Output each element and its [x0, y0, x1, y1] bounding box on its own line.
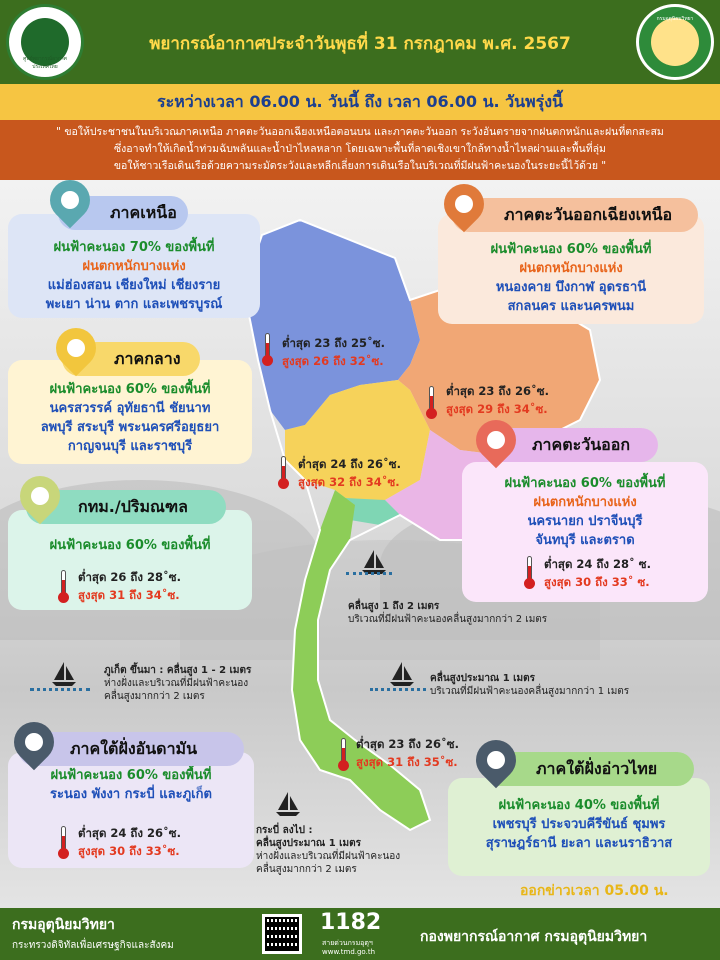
east-label: ภาคตะวันออก — [480, 428, 658, 462]
warning-line: " ขอให้ประชาชนในบริเวณภาคเหนือ ภาคตะวันออกเฉียงเหนือตอนบน และภาคตะวันออก ระวังอันตรายจากฝนตกหนักและฝนที่ตกสะสม — [56, 126, 664, 138]
north-line: ฝนฟ้าคะนอง 70% ของพื้นที่ — [53, 240, 215, 255]
footer-bar — [0, 908, 720, 960]
northeast-thermometer-icon — [426, 386, 436, 418]
south-andaman-line: ระนอง พังงา กระบี่ และภูเก็ต — [50, 787, 212, 802]
warning-line: ซึ่งอาจทำให้เกิดน้ำท่วมฉับพลันและน้ำป่าไหลหลาก โดยเฉพาะพื้นที่ลาดเชิงเขาใกล้ทางน้ำไหลผ่านและพื้นที่ลุ่ม — [114, 143, 606, 155]
hotline-caption: สายด่วนกรมอุตุฯ — [322, 939, 373, 947]
footer-bureau: กองพยากรณ์อากาศ กรมอุตุนิยมวิทยา — [420, 929, 648, 945]
northeast-line: ฝนตกหนักบางแห่ง — [519, 261, 623, 276]
north-line: แม่ฮ่องสอน เชียงใหม่ เชียงราย — [47, 278, 221, 293]
east-line: ฝนฟ้าคะนอง 60% ของพื้นที่ — [504, 476, 666, 491]
north-line: พะเยา น่าน ตาก และเพชรบูรณ์ — [45, 297, 223, 312]
wave-icon — [370, 688, 426, 696]
north-thermometer-icon — [262, 333, 272, 365]
south-andaman-thermometer-icon — [58, 826, 68, 858]
wave-andaman-lower: กระบี่ ลงไป : คลื่นสูงประมาณ 1 เมตร ห่างฝั่งและบริเวณที่มีฝนฟ้าคะนอง คลื่นสูงมากกว่า 2 เมตร — [256, 825, 401, 875]
sailboat-icon — [270, 790, 306, 820]
page-title: พยากรณ์อากาศประจำวันพุธที่ 31 กรกฎาคม พ.ศ. 2567 — [149, 34, 571, 54]
issued-time: ออกข่าวเวลา 05.00 น. — [520, 883, 669, 899]
forecast-period: ระหว่างเวลา 06.00 น. วันนี้ ถึง เวลา 06.00 น. วันพรุ่งนี้ — [0, 84, 720, 120]
east-thermometer-icon — [524, 556, 534, 588]
northeast-line: สกลนคร และนครพนม — [507, 299, 635, 314]
central-line: นครสวรรค์ อุทัยธานี ชัยนาท — [49, 401, 211, 416]
central-thermometer-icon — [278, 456, 288, 488]
tmd-department-logo: กรมอุตุนิยมวิทยา — [636, 4, 714, 80]
wave-icon — [30, 688, 90, 696]
north-line: ฝนตกหนักบางแห่ง — [82, 259, 186, 274]
south-gulf-line: สุราษฎร์ธานี ยะลา และนราธิวาส — [485, 836, 673, 851]
north-temperature: ต่ำสุด 23 ถึง 25˚ซ. สูงสุด 26 ถึง 32˚ซ. — [282, 336, 385, 368]
south-gulf-line: ฝนฟ้าคะนอง 40% ของพื้นที่ — [498, 798, 660, 813]
central-temperature: ต่ำสุด 24 ถึง 26˚ซ. สูงสุด 32 ถึง 34˚ซ. — [298, 457, 401, 489]
central-line: ฝนฟ้าคะนอง 60% ของพื้นที่ — [49, 382, 211, 397]
sailboat-icon — [384, 660, 420, 690]
warning-text — [0, 120, 720, 180]
northeast-temperature: ต่ำสุด 23 ถึง 26˚ซ. สูงสุด 29 ถึง 34˚ซ. — [446, 384, 549, 416]
south-gulf-card — [448, 778, 710, 876]
footer-org: กรมอุตุนิยมวิทยา — [12, 917, 115, 933]
east-line: จันทบุรี และตราด — [535, 533, 635, 548]
hotline-number: 1182 — [320, 910, 382, 935]
bangkok-label: กทม./ปริมณฑล — [26, 490, 226, 524]
central-line: ลพบุรี สระบุรี พระนครศรีอยุธยา — [40, 420, 220, 435]
south-andaman-line: ฝนฟ้าคะนอง 60% ของพื้นที่ — [50, 768, 212, 783]
website-link[interactable]: www.tmd.go.th — [322, 948, 375, 956]
south-gulf-line: เพชรบุรี ประจวบคีรีขันธ์ ชุมพร — [492, 817, 666, 832]
header-bar — [0, 0, 720, 84]
bangkok-temperature: ต่ำสุด 26 ถึง 28˚ซ. สูงสุด 31 ถึง 34˚ซ. — [78, 570, 181, 602]
wave-gulf-lower: คลื่นสูงประมาณ 1 เมตร บริเวณที่มีฝนฟ้าคะนองคลื่นสูงมากกว่า 1 เมตร — [430, 673, 630, 697]
south-andaman-label: ภาคใต้ฝั่งอันดามัน — [18, 732, 244, 766]
footer-ministry: กระทรวงดิจิทัลเพื่อเศรษฐกิจและสังคม — [12, 940, 174, 951]
warning-line: ขอให้ชาวเรือเดินเรือด้วยความระมัดระวังและหลีกเลี่ยงการเดินเรือในบริเวณที่มีฝนฟ้าคะนองในระยะนี้ไว้ด้วย " — [113, 160, 607, 172]
south-gulf-label: ภาคใต้ฝั่งอ่าวไทย — [484, 752, 694, 786]
sailboat-icon — [46, 660, 82, 690]
wave-gulf-upper: คลื่นสูง 1 ถึง 2 เมตร บริเวณที่มีฝนฟ้าคะนองคลื่นสูงมากกว่า 2 เมตร — [348, 601, 548, 625]
south-thermometer-icon — [338, 738, 348, 770]
wave-icon — [346, 572, 392, 580]
north-label: ภาคเหนือ — [58, 196, 188, 230]
wave-andaman-upper: ภูเก็ต ขึ้นมา : คลื่นสูง 1 - 2 เมตร ห่างฝั่งและบริเวณที่มีฝนฟ้าคะนอง คลื่นสูงมากกว่า 2 เมตร — [104, 665, 252, 702]
central-line: กาญจนบุรี และราชบุรี — [67, 439, 193, 454]
qr-code-icon[interactable] — [262, 914, 302, 954]
south-andaman-temperature: ต่ำสุด 24 ถึง 26˚ซ. สูงสุด 30 ถึง 33˚ซ. — [78, 826, 181, 858]
east-temperature: ต่ำสุด 24 ถึง 28˚ ซ. สูงสุด 30 ถึง 33˚ ซ. — [544, 557, 651, 589]
bangkok-thermometer-icon — [58, 570, 68, 602]
east-line: ฝนตกหนักบางแห่ง — [533, 495, 637, 510]
northeast-label: ภาคตะวันออกเฉียงเหนือ — [452, 198, 698, 232]
east-line: นครนายก ปราจีนบุรี — [527, 514, 643, 529]
bangkok-line: ฝนฟ้าคะนอง 60% ของพื้นที่ — [49, 538, 211, 553]
central-label: ภาคกลาง — [62, 342, 200, 376]
northeast-line: หนองคาย บึงกาฬ อุดรธานี — [495, 280, 647, 295]
northeast-line: ฝนฟ้าคะนอง 60% ของพื้นที่ — [490, 242, 652, 257]
tmd-forecast-logo: ศูนย์พยากรณ์อากาศประเทศไทย — [6, 4, 84, 80]
south-gulf-temperature: ต่ำสุด 23 ถึง 26˚ซ. สูงสุด 31 ถึง 35˚ซ. — [356, 737, 459, 769]
